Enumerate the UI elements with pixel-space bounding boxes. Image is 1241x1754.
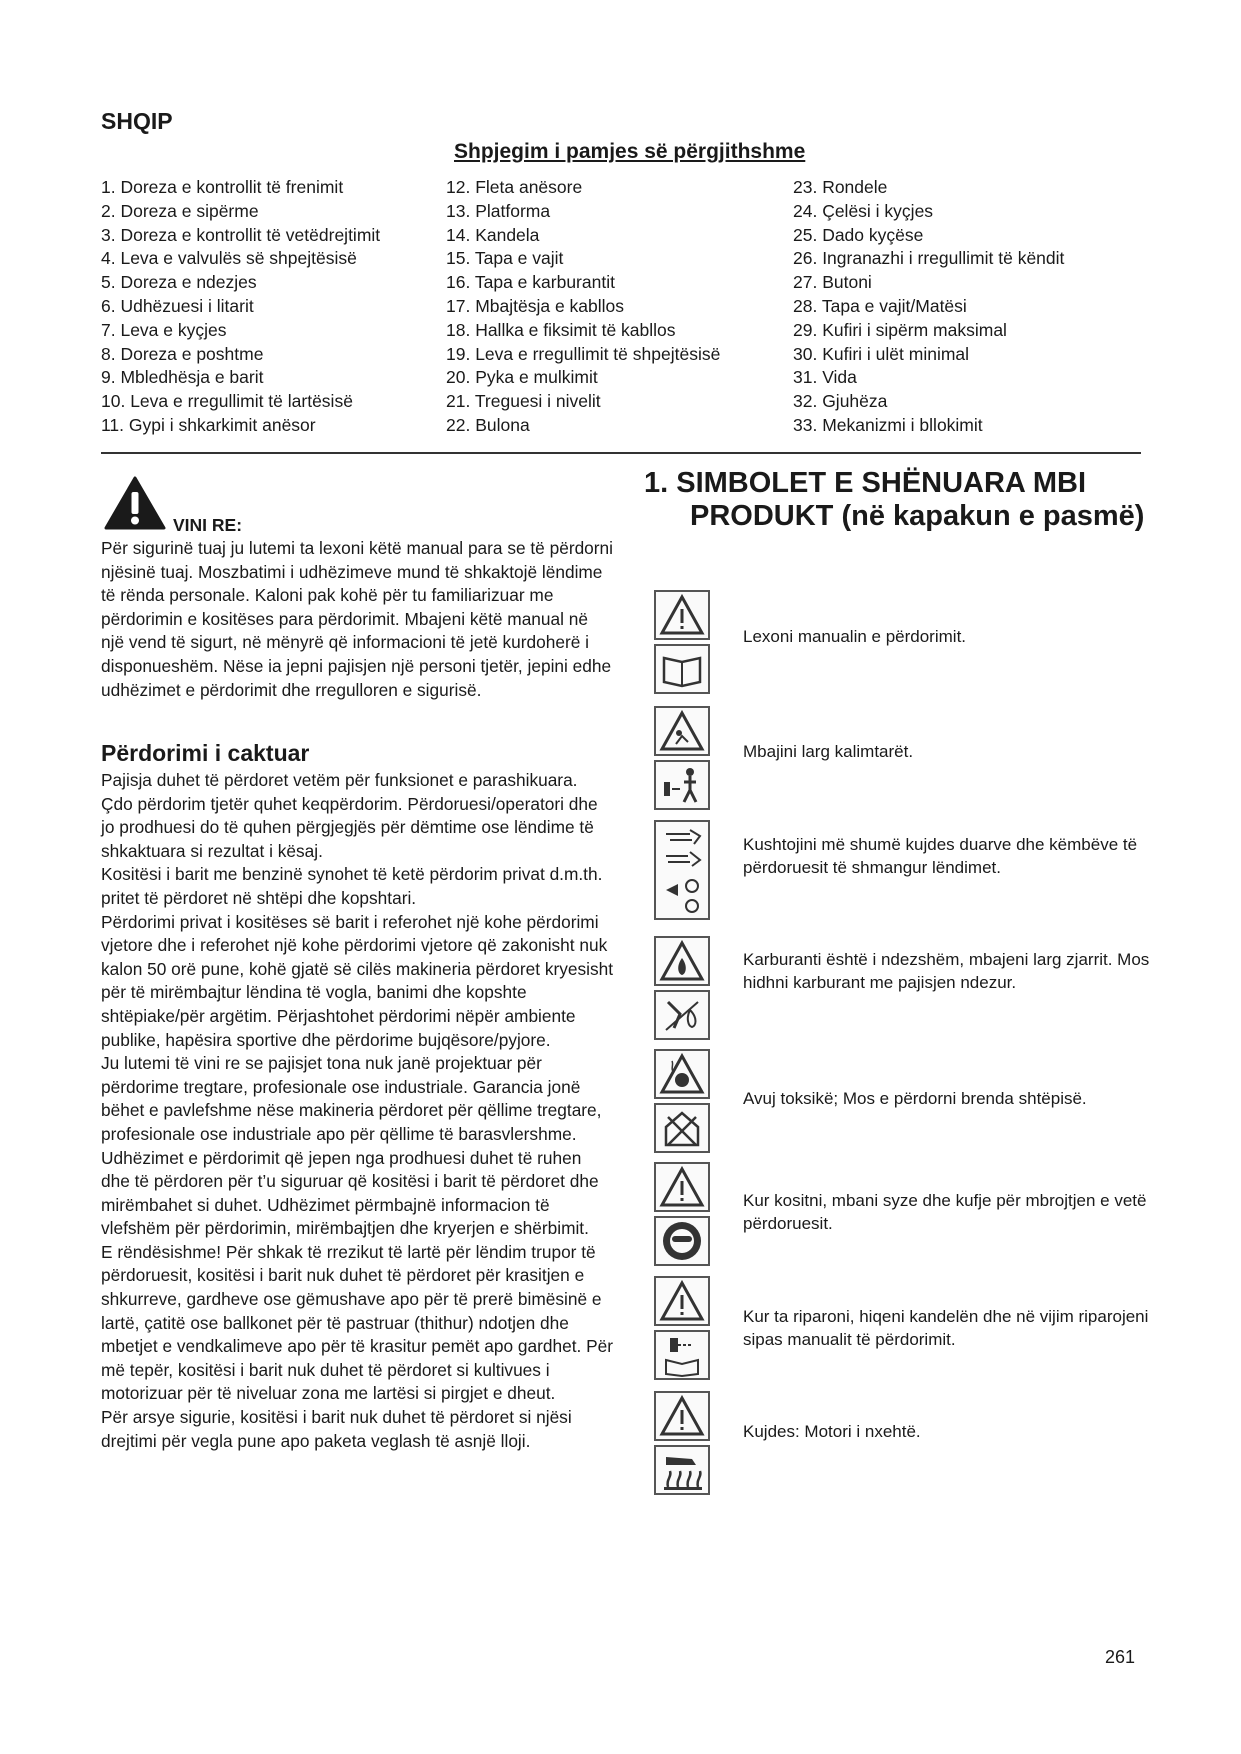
list-item: 10. Leva e rregullimit të lartësisë bbox=[101, 391, 353, 412]
warning-triangle-icon bbox=[656, 1393, 708, 1439]
spark-plug-manual-icon bbox=[656, 1332, 708, 1378]
list-item: 16. Tapa e karburantit bbox=[446, 272, 615, 293]
list-item: 6. Udhëzuesi i litarit bbox=[101, 295, 254, 316]
list-item: 24. Çelësi i kyçjes bbox=[793, 200, 934, 221]
flame-warning-icon bbox=[656, 938, 708, 984]
list-item: 1. Doreza e kontrollit të frenimit bbox=[101, 177, 344, 197]
list-item: 14. Kandela bbox=[446, 224, 540, 245]
parts-list-column-3 bbox=[793, 176, 1064, 438]
warning-triangle-icon bbox=[656, 1164, 708, 1210]
list-item: 31. Vida bbox=[793, 367, 857, 388]
list-item: 7. Leva e kyçjes bbox=[101, 319, 227, 340]
symbol-description: Lexoni manualin e përdorimit. bbox=[743, 627, 967, 646]
symbol-protection bbox=[654, 1162, 710, 1270]
symbol-fuel-flammable bbox=[654, 936, 710, 1044]
list-item: 4. Leva e valvulës së shpejtësisë bbox=[101, 248, 357, 269]
symbol-description: Kur ta riparoni, hiqeni kandelën dhe në vijim riparojeni sipas manualit të përdorimit. bbox=[743, 1307, 1149, 1349]
bystander-icon bbox=[656, 762, 708, 808]
symbols-title-line-2: PRODUKT (në kapakun e pasmë) bbox=[690, 500, 1145, 532]
list-item: 29. Kufiri i sipërm maksimal bbox=[793, 319, 1007, 340]
section-divider bbox=[101, 452, 1141, 454]
warning-triangle-icon bbox=[656, 708, 708, 754]
list-item: 26. Ingranazhi i rregullimit të këndit bbox=[793, 248, 1065, 269]
book-icon bbox=[656, 646, 708, 692]
symbol-description: Kushtojini më shumë kujdes duarve dhe këmbëve të përdoruesit të shmangur lëndimet. bbox=[743, 835, 1138, 877]
list-item: 9. Mbledhësja e barit bbox=[101, 367, 264, 388]
symbol-hands-feet bbox=[654, 820, 710, 924]
symbol-hot-engine bbox=[654, 1391, 710, 1499]
symbol-description: Avuj toksikë; Mos e përdorni brenda shtëpisë. bbox=[743, 1089, 1087, 1108]
list-item: 22. Bulona bbox=[446, 414, 530, 435]
parts-list-column-1 bbox=[101, 176, 380, 438]
symbols-title-line-1: 1. SIMBOLET E SHËNUARA MBI bbox=[644, 467, 1087, 499]
list-item: 11. Gypi i shkarkimit anësor bbox=[101, 414, 316, 435]
page-number: 261 bbox=[1105, 1647, 1136, 1667]
list-item: 5. Doreza e ndezjes bbox=[101, 272, 257, 293]
list-item: 25. Dado kyçëse bbox=[793, 224, 924, 245]
warning-label: VINI RE: bbox=[173, 515, 243, 535]
no-refuel-icon bbox=[656, 992, 708, 1038]
list-item: 28. Tapa e vajit/Matësi bbox=[793, 295, 967, 316]
list-item: 19. Leva e rregullimit të shpejtësisë bbox=[446, 343, 721, 364]
list-item: 17. Mbajtësja e kabllos bbox=[446, 295, 625, 316]
no-indoor-use-icon bbox=[656, 1105, 708, 1151]
toxic-fumes-icon bbox=[656, 1051, 708, 1097]
warning-triangle-icon bbox=[104, 476, 166, 530]
warning-text: Për sigurinë tuaj ju lutemi ta lexoni këtë manual para se të përdorni njësinë tuaj. Moszbatimi i udhëzimeve mund të shkaktojë lëndime të rënda personale. Kaloni pak kohë për tu familiarizuar me përdorimin e kositëses para përdorimit. Mbajeni këtë manual në një vend të sigurt, në mënyrë që informacioni të jetë kurdoherë i disponueshëm. Nëse ia jepni pajisjen një personi tjetër, jepini edhe udhëzimet e përdorimit dhe rregulloren e sigurisë. bbox=[101, 538, 613, 700]
list-item: 3. Doreza e kontrollit të vetëdrejtimit bbox=[101, 224, 381, 245]
hand-foot-blade-icon bbox=[656, 822, 708, 918]
symbol-toxic-fumes bbox=[654, 1049, 710, 1157]
list-item: 30. Kufiri i ulët minimal bbox=[793, 343, 970, 364]
overview-title: Shpjegim i pamjes së përgjithshme bbox=[454, 140, 806, 163]
hot-surface-icon bbox=[656, 1447, 708, 1493]
list-item: 20. Pyka e mulkimit bbox=[446, 367, 598, 388]
parts-list-column-2 bbox=[446, 176, 720, 438]
list-item: 12. Fleta anësore bbox=[446, 177, 583, 197]
goggles-earmuffs-icon bbox=[656, 1218, 708, 1264]
symbol-description: Kujdes: Motori i nxehtë. bbox=[743, 1422, 921, 1441]
intended-use-text: Pajisja duhet të përdoret vetëm për funksionet e parashikuara. Çdo përdorim tjetër quhet keqpërdorim. Përdoruesi/operatori dhe jo prodhuesi do të quhen përgjegjës për dëmtime ose lëndime të shkaktuara si rezultat i kësaj. Kositësi i barit me benzinë synohet të ketë përdorim privat d.m.th. pritet të përdoret në shtëpi dhe kopshtari. Përdorimi privat i kositëses së barit i referohet një kohe përdorimi vjetore dhe i referohet një kohe përdorimi vjetore që zakonisht nuk kalon 50 orë pune, kohë gjatë së cilës makineria përdoret kryesisht për të mirëmbajtur lëndina të vogla, banimi dhe kopshte shtëpiake/për argëtim. Përjashtohet përdorimi nëpër ambiente publike, hapësira sportive dhe përdorime bujqësore/pyjore. Ju lutemi të vini re se pajisjet tona nuk janë projektuar për përdorime tregtare, profesionale ose industriale. Garancia jonë bëhet e pavlefshme nëse makineria përdoret për qëllime tregtare, profesionale ose industriale apo për qëllime të barasvlershme. Udhëzimet e përdorimit që jepen nga prodhuesi duhet të ruhen dhe të përdoren për t’u siguruar që kositësi i barit të përdoret dhe mirëmbahet si duhet. Udhëzimet përmbajnë informacion të vlefshëm për përdorimin, mirëmbajtjen dhe kryerjen e shërbimit. E rëndësishme! Për shkak të rrezikut të lartë për lëndim trupor të përdoruesit, kositësi i barit nuk duhet të përdoret për krasitjen e shkurreve, gardheve ose gëmushave apo për të prerë bimësinë e lartë, çatitë ose ballkonet për të pastruar (thithur) ndotjen dhe mbetjet e vendkalimeve apo për të krasitur pemët apo gardhet. Për më tepër, kositësi i barit nuk duhet të përdoret si kultivues i motorizuar për të niveluar zona me lartësi si pirgjet e dheut. Për arsye sigurie, kositësi i barit nuk duhet të përdoret si njësi drejtimi për vegla pune apo paketa veglash të asnjë lloji. bbox=[101, 770, 613, 1451]
symbol-description: Kur kositni, mbani syze dhe kufje për mbrojtjen e vetë përdoruesit. bbox=[743, 1191, 1147, 1233]
warning-triangle-icon bbox=[656, 1278, 708, 1324]
symbol-description: Mbajini larg kalimtarët. bbox=[743, 742, 914, 761]
list-item: 33. Mekanizmi i bllokimit bbox=[793, 414, 983, 435]
list-item: 2. Doreza e sipërme bbox=[101, 200, 259, 221]
symbol-read-manual bbox=[654, 590, 710, 698]
list-item: 8. Doreza e poshtme bbox=[101, 343, 264, 364]
list-item: 18. Hallka e fiksimit të kabllos bbox=[446, 319, 676, 340]
symbol-keep-bystanders-away bbox=[654, 706, 710, 814]
symbol-description: Karburanti është i ndezshëm, mbajeni larg zjarrit. Mos hidhni karburant me pajisjen ndezur. bbox=[743, 950, 1150, 992]
intended-use-heading: Përdorimi i caktuar bbox=[101, 740, 310, 766]
list-item: 13. Platforma bbox=[446, 200, 551, 221]
list-item: 21. Treguesi i nivelit bbox=[446, 391, 601, 412]
list-item: 32. Gjuhëza bbox=[793, 391, 888, 412]
list-item: 27. Butoni bbox=[793, 272, 872, 293]
symbol-remove-spark-plug bbox=[654, 1276, 710, 1384]
language-heading: SHQIP bbox=[101, 108, 173, 134]
list-item: 23. Rondele bbox=[793, 177, 888, 197]
warning-triangle-icon bbox=[656, 592, 708, 638]
list-item: 15. Tapa e vajit bbox=[446, 248, 564, 269]
symbols-section-title bbox=[644, 467, 1184, 533]
